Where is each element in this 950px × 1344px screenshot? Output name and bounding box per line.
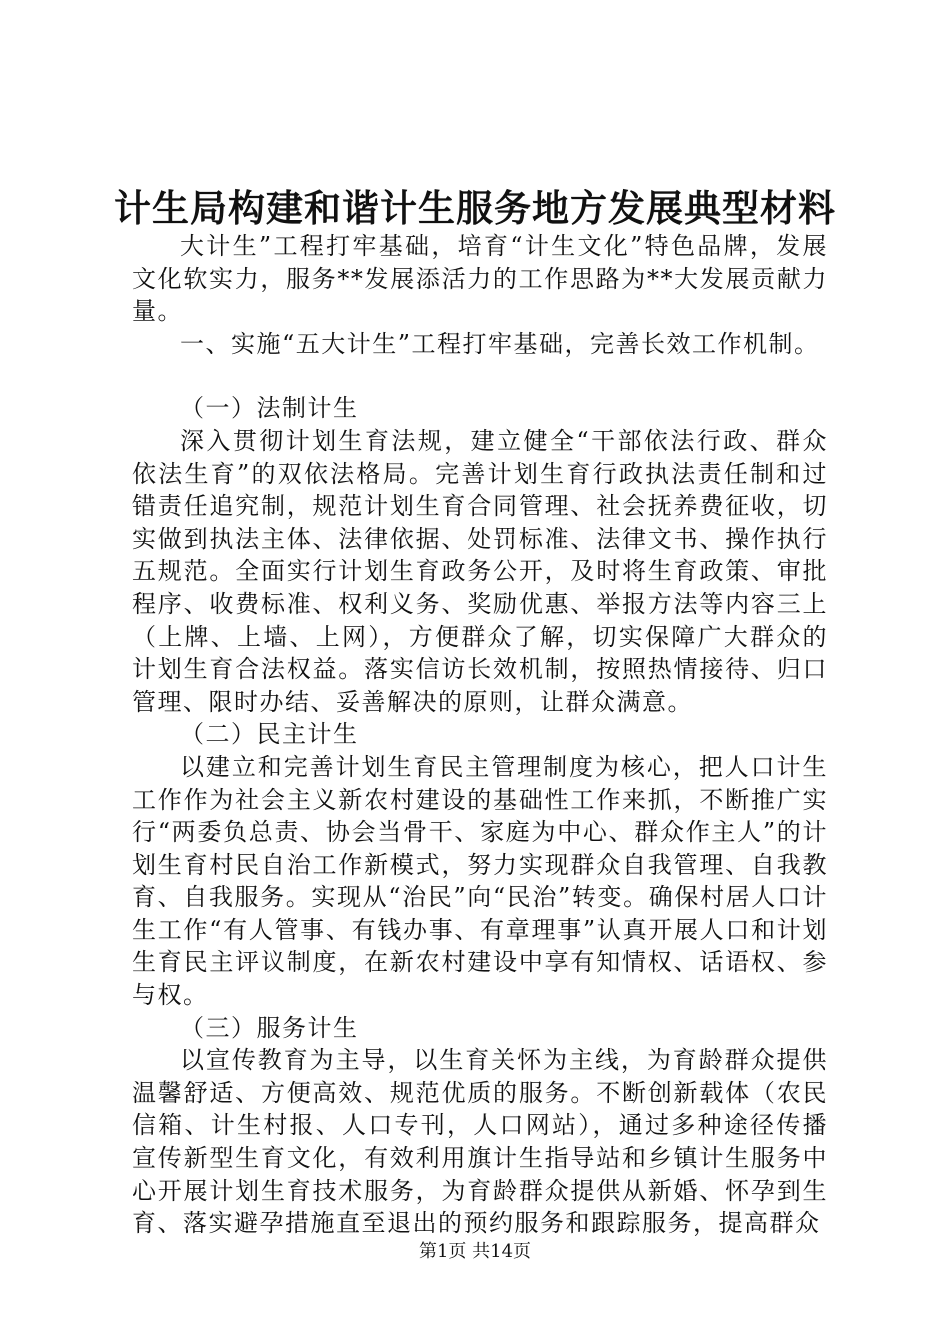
subsection-text-democracy: 以建立和完善计划生育民主管理制度为核心，把人口计生工作作为社会主义新农村建设的基础性工作来抓，不断推广实行“两委负总责、协会当骨干、家庭为中心、群众作主人”的计划生育村民自治工作新模式，努力实现群众自我管理、自我教育、自我服务。实现从“治民”向“民治”转变。确保村居人口计生工作“有人管事、有钱办事、有章理事”认真开展人口和计划生育民主评议制度，在新农村建设中享有知情权、话语权、参与权。 [132,752,828,1010]
subsection-text-service: 以宣传教育为主导，以生育关怀为主线，为育龄群众提供温馨舒适、方便高效、规范优质的服务。不断创新载体（农民信箱、计生村报、人口专刊，人口网站），通过多种途径传播宣传新型生育文化，有效利用旗计生指导站和乡镇计生服务中心开展计划生育技术服务，为育龄群众提供从新婚、怀孕到生育、落实避孕措施直至退出的预约服务和跟踪服务，提高群众 [132,1046,828,1238]
section-one-heading: 一、实施“五大计生”工程打牢基础，完善长效工作机制。 [180,329,820,358]
subsection-heading-democracy: （二）民主计生 [180,720,359,749]
blank-line [132,360,828,392]
subsection-text-legal: 深入贯彻计划生育法规，建立健全“干部依法行政、群众依法生育”的双依法格局。完善计划生育行政执法责任制和过错责任追究制，规范计划生育合同管理、社会抚养费征收，切实做到执法主体、法律依据、处罚标准、法律文书、操作执行五规范。全面实行计划生育政务公开，及时将生育政策、审批程序、收费标准、权利义务、奖励优惠、举报方法等内容三上（上牌、上墙、上网），方便群众了解，切实保障广大群众的计划生育合法权益。落实信访长效机制，按照热情接待、归口管理、限时办结、妥善解决的原则，让群众满意。 [132,426,828,716]
document-body [132,230,828,1240]
subsection-heading-service: （三）服务计生 [180,1013,359,1042]
subsection-heading-legal: （一）法制计生 [180,394,359,423]
intro-paragraph: 大计生”工程打牢基础，培育“计生文化”特色品牌，发展文化软实力，服务**发展添活力的工作思路为**大发展贡献力量。 [132,232,828,326]
document-title: 计生局构建和谐计生服务地方发展典型材料 [114,187,836,230]
page-number-footer: 第1页 共14页 [418,1241,532,1262]
